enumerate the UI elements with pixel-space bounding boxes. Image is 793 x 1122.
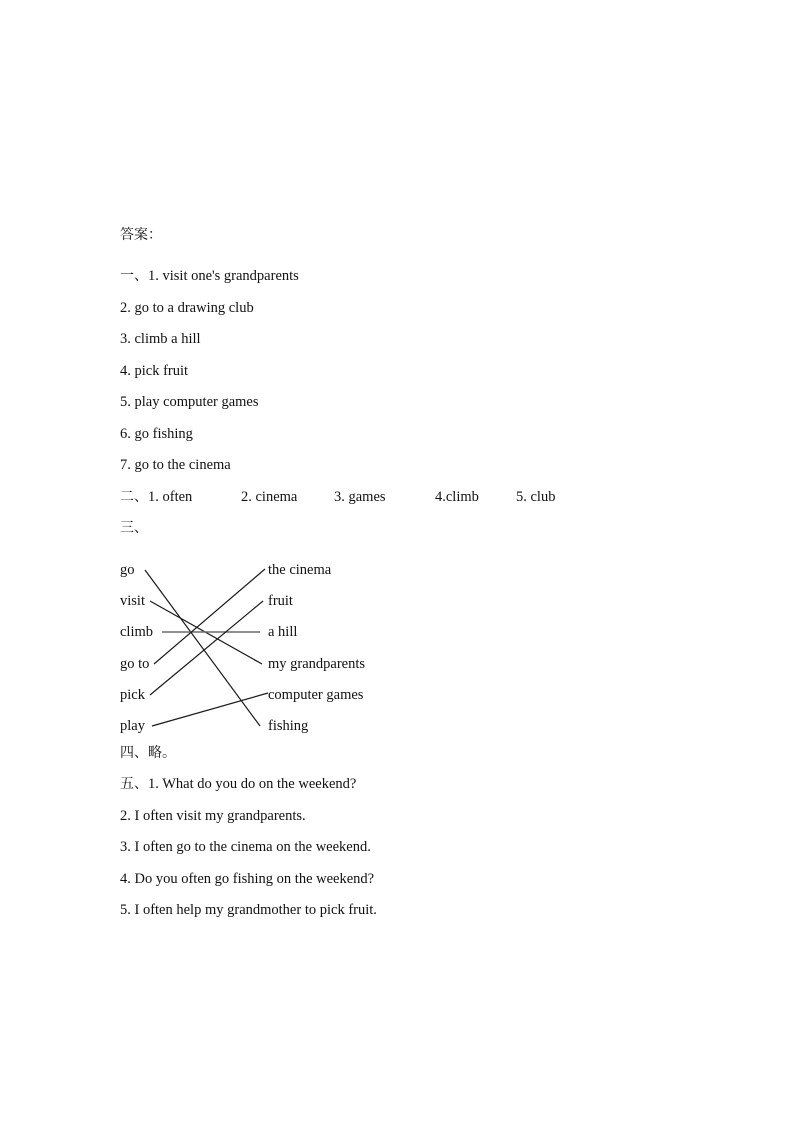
match-right-a-hill[interactable]: a hill <box>268 624 298 640</box>
matching-lines <box>120 556 590 746</box>
match-left-go[interactable]: go <box>120 562 135 578</box>
match-right-fishing[interactable]: fishing <box>268 718 309 734</box>
section-one-item-4: 4. pick fruit <box>120 362 189 379</box>
match-line-pick-fruit <box>150 601 263 695</box>
section-five-first-row <box>120 777 680 792</box>
section-two-row <box>120 490 680 505</box>
match-left-visit[interactable]: visit <box>120 593 145 609</box>
section-two-items <box>148 490 555 505</box>
match-left-pick[interactable]: pick <box>120 687 145 703</box>
section-one-item-1: 1. visit one's grandparents <box>148 268 299 284</box>
section-two-label: 二、 <box>120 488 148 505</box>
match-line-play-games <box>152 693 268 726</box>
section-one-item-7: 7. go to the cinema <box>120 457 231 473</box>
section-five-item-5: 5. I often help my grandmother to pick fruit. <box>120 902 377 918</box>
section-one-item-6: 6. go fishing <box>120 425 193 442</box>
section-one-label: 一、 <box>120 268 148 284</box>
section-five-item-1: 1. What do you do on the weekend? <box>148 776 357 792</box>
match-right-computer-games[interactable]: computer games <box>268 687 364 703</box>
matching-exercise <box>120 556 590 746</box>
section-two-item-5: 5. club <box>516 488 556 505</box>
section-two-item-2: 2. cinema <box>241 488 298 505</box>
section-five-item-4: 4. Do you often go fishing on the weekend? <box>120 870 375 887</box>
section-one-item-2: 2. go to a drawing club <box>120 299 254 316</box>
page-title: 答案： <box>120 227 162 243</box>
section-one-item-3: 3. climb a hill <box>120 331 201 347</box>
match-left-climb[interactable]: climb <box>120 624 154 640</box>
match-left-go-to[interactable]: go to <box>120 656 150 672</box>
section-five-item-3: 3. I often go to the cinema on the weekend. <box>120 839 371 855</box>
section-three-label: 三、 <box>120 520 148 536</box>
section-one-first-row <box>120 269 680 284</box>
match-right-my-grandparents[interactable]: my grandparents <box>268 656 366 672</box>
section-five-label: 五、 <box>120 776 148 792</box>
section-five-item-2: 2. I often visit my grandparents. <box>120 807 306 824</box>
section-four-text: 四、略。 <box>120 745 176 761</box>
match-line-go-fishing <box>145 570 260 726</box>
section-two-item-4: 4.climb <box>435 488 479 505</box>
match-right-fruit[interactable]: fruit <box>268 593 293 609</box>
section-two-item-3: 3. games <box>334 488 386 505</box>
section-one-item-5: 5. play computer games <box>120 394 259 410</box>
answer-key-content <box>120 228 680 935</box>
match-left-play[interactable]: play <box>120 718 145 734</box>
match-right-the-cinema[interactable]: the cinema <box>268 562 332 578</box>
match-line-goto-cinema <box>154 569 265 664</box>
section-two-item-1: 1. often <box>148 488 193 505</box>
